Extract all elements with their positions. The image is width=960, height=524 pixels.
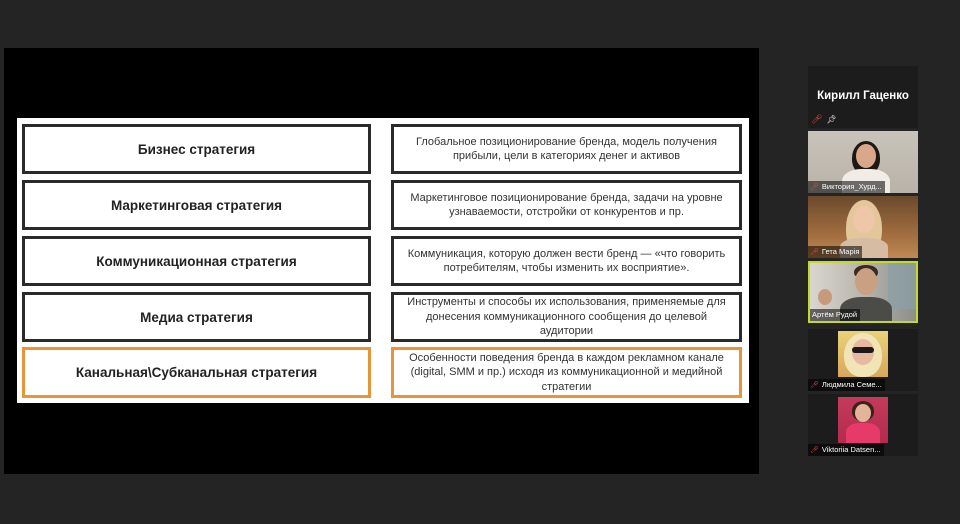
slide-strategy-label: Бизнес стратегия	[22, 124, 371, 174]
participant-video-tile[interactable]	[808, 394, 918, 456]
participant-name: Артём Рудой	[812, 310, 858, 319]
participant-video-tile[interactable]	[808, 196, 918, 258]
slide-strategy-description: Особенности поведения бренда в каждом рекламном канале (digital, SMM и пр.) исходя из коммуникационной и медийной стратегии	[391, 347, 742, 398]
participant-video-tile[interactable]	[808, 329, 918, 391]
mic-off-icon: 🎤︎	[810, 381, 819, 389]
presentation-slide	[17, 118, 749, 403]
mic-off-icon: 🎤︎	[811, 114, 823, 124]
participant-photo	[838, 331, 888, 377]
participant-name: Людмила Семе...	[821, 380, 882, 389]
slide-strategy-label: Коммуникационная стратегия	[22, 236, 371, 286]
pin-icon[interactable]: 📌︎	[826, 115, 837, 124]
participant-name: Гета Марія	[821, 247, 860, 256]
slide-strategy-label: Канальная\Субканальная стратегия	[22, 347, 371, 398]
participant-name: Viktoriia Datsen...	[821, 445, 881, 454]
slide-strategy-label: Медиа стратегия	[22, 292, 371, 342]
mic-off-icon: 🎤︎	[810, 446, 819, 454]
participant-video-tile[interactable]	[808, 131, 918, 193]
slide-strategy-description: Маркетинговое позиционирование бренда, задачи на уровне узнаваемости, отстройки от конкурентов и пр.	[391, 180, 742, 230]
slide-strategy-label: Маркетинговая стратегия	[22, 180, 371, 230]
slide-strategy-description: Инструменты и способы их использования, применяемые для донесения коммуникационного сообщения до целевой аудитории	[391, 292, 742, 342]
slide-strategy-description: Глобальное позиционирование бренда, модель получения прибыли, цели в категориях денег и активов	[391, 124, 742, 174]
participant-name: Виктория_Хурд...	[821, 182, 882, 191]
active-speaker-tile[interactable]	[808, 66, 918, 128]
participant-video-tile[interactable]	[808, 261, 918, 323]
mic-off-icon: 🎤︎	[810, 248, 819, 256]
participant-photo	[838, 397, 888, 443]
mic-off-icon: 🎤︎	[810, 183, 819, 191]
slide-strategy-description: Коммуникация, которую должен вести бренд — «что говорить потребителям, чтобы изменить их восприятие».	[391, 236, 742, 286]
speaker-name: Кирилл Гаценко	[817, 90, 909, 102]
